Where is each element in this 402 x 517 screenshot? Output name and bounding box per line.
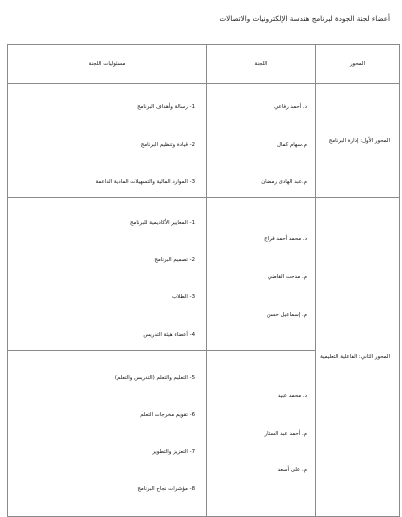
- responsibility-item: 3- الطلاب: [172, 294, 195, 300]
- committee-member: م.عبد الهادى رمضان: [261, 179, 307, 185]
- responsibility-item: 8- مؤشرات نجاح البرنامج: [137, 486, 195, 492]
- table-row-educational-effectiveness-a: [8, 198, 400, 351]
- page-title: أعضاء لجنة الجودة لبرنامج هندسة الإلكترونيات والاتصالات: [219, 14, 390, 23]
- responsibility-item: 3- الموارد المالية والتسهيلات المادية الداعمة: [95, 179, 195, 185]
- responsibilities-cell-group-2: [8, 351, 207, 517]
- table-header-row: [8, 45, 400, 84]
- responsibility-item: 1- المعايير الأكاديمية للبرنامج: [130, 220, 195, 226]
- committee-member: م. أحمد عبد الستار: [264, 431, 307, 437]
- committee-member: م.سهام كمال: [277, 142, 307, 148]
- committee-cell-group-2: [207, 351, 316, 517]
- responsibility-item: 5- التعليم والتعلم (التدريس والتعلم): [114, 375, 195, 381]
- responsibility-item: 7- التعزيز والتطوير: [152, 449, 195, 455]
- responsibility-item: 2- تصميم البرنامج: [154, 257, 195, 263]
- committee-member: د. محمد عبيد: [277, 393, 307, 399]
- committee-member: د. أحمد رفاعي: [274, 104, 307, 110]
- quality-committee-table: [7, 44, 400, 517]
- committee-member: د. محمد أحمد فراج: [264, 236, 307, 242]
- committee-cell-program-management: [207, 84, 316, 198]
- axis-cell-program-management: المحور الأول: إدارة البرنامج: [316, 84, 400, 198]
- committee-member: م. إسماعيل حسن: [266, 312, 307, 318]
- axis-cell-educational-effectiveness: المحور الثاني: الفاعلية التعليمية: [316, 198, 400, 517]
- committee-member: م. على أسعد: [277, 467, 307, 473]
- table-row-program-management: [8, 84, 400, 198]
- committee-cell-group-1: [207, 198, 316, 351]
- responsibilities-cell-group-1: [8, 198, 207, 351]
- committee-member: م. مدحت القاضي: [267, 274, 307, 280]
- responsibility-item: 6- تقويم مخرجات التعلم: [140, 412, 195, 418]
- responsibility-item: 2- قيادة وتنظيم البرنامج: [140, 142, 195, 148]
- responsibility-item: 1- رسالة وأهداف البرنامج: [137, 104, 195, 110]
- header-responsibilities: مسئوليات اللجنة: [8, 45, 207, 84]
- responsibilities-cell-program-management: [8, 84, 207, 198]
- header-axis: المحور: [316, 45, 400, 84]
- responsibility-item: 4- أعضاء هيئة التدريس: [143, 332, 195, 338]
- header-committee: اللجنة: [207, 45, 316, 84]
